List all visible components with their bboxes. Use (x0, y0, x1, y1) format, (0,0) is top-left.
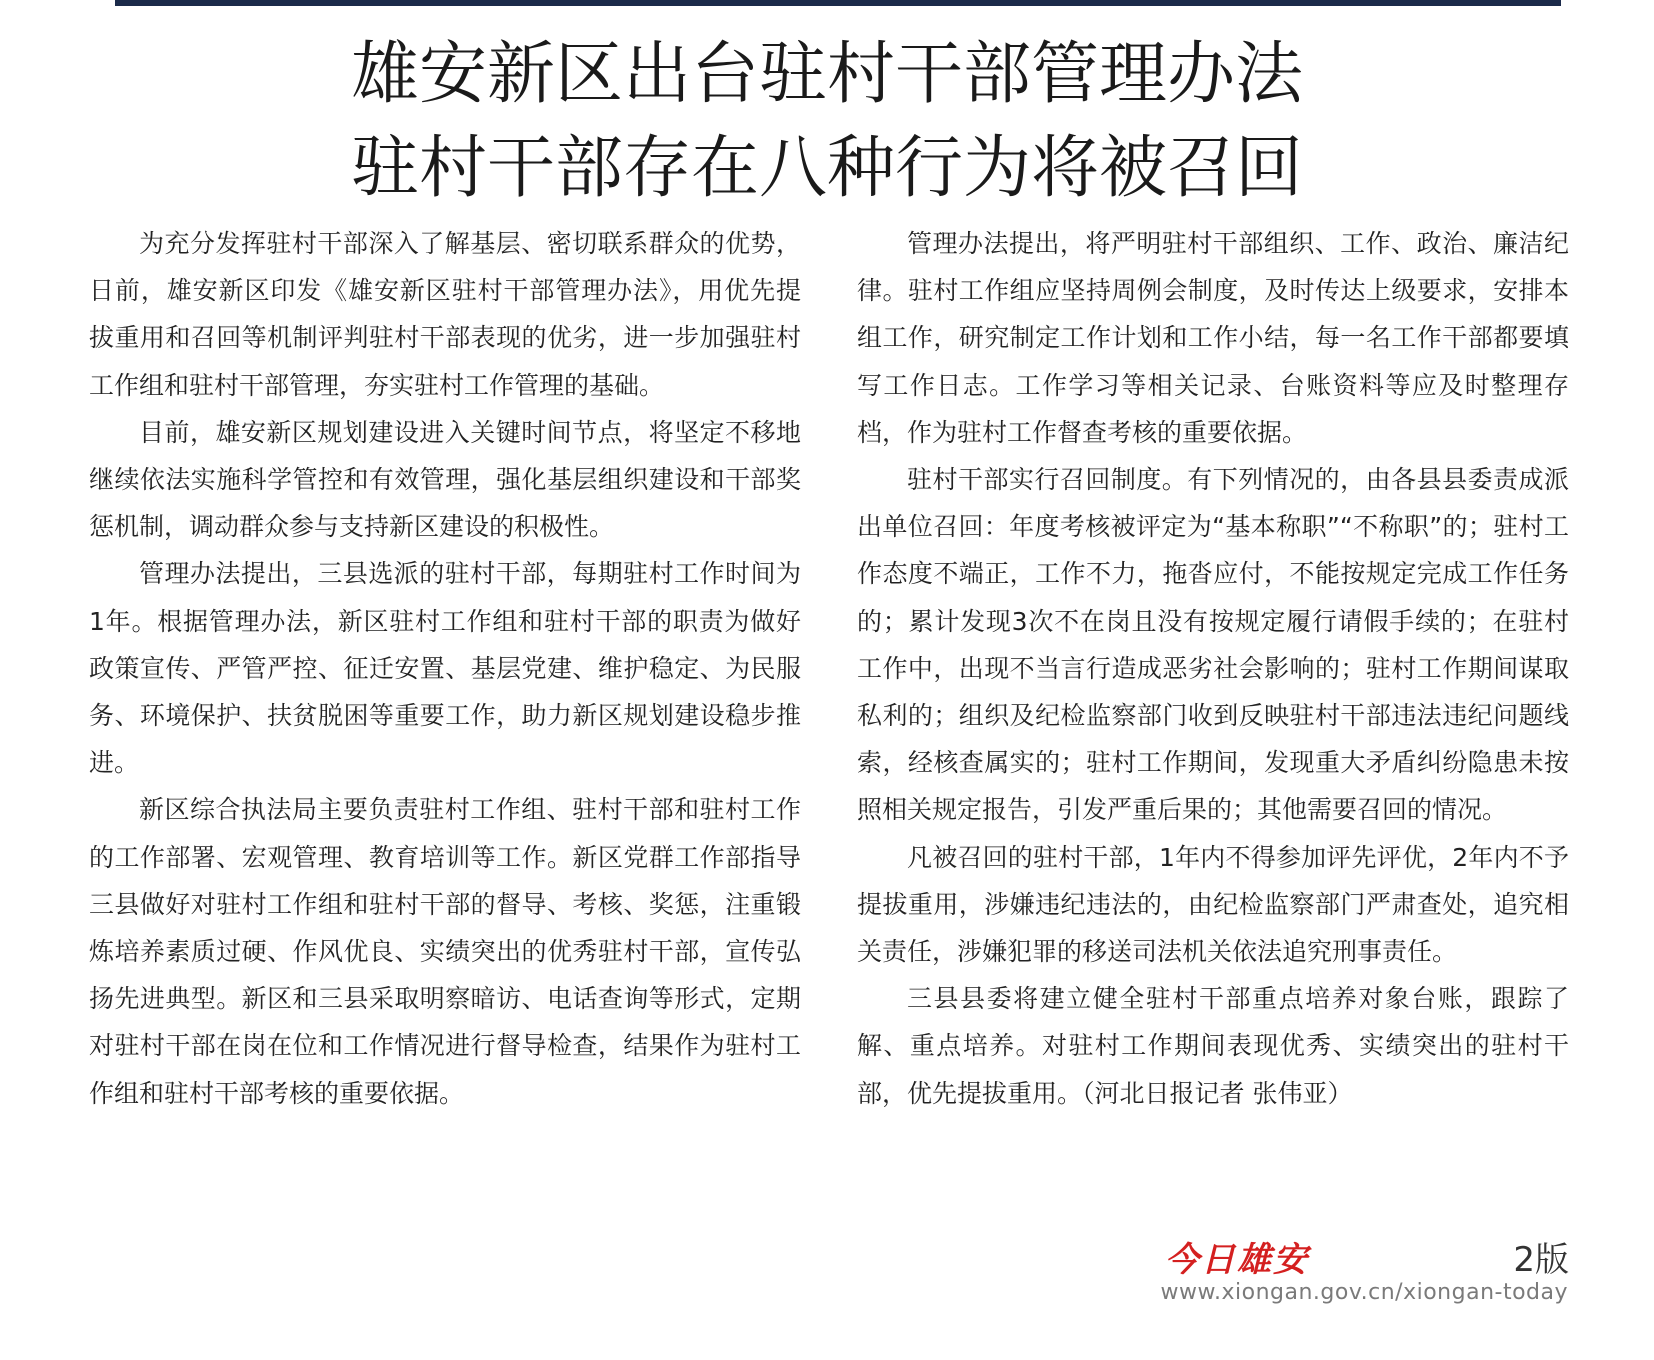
paragraph: 目前，雄安新区规划建设进入关键时间节点，将坚定不移地继续依法实施科学管控和有效管理，强化基层组织建设和干部奖惩机制，调动群众参与支持新区建设的积极性。 (89, 417, 801, 542)
paragraph: 管理办法提出，三县选派的驻村干部，每期驻村工作时间为1年。根据管理办法，新区驻村工作组和驻村干部的职责为做好政策宣传、严管严控、征迁安置、基层党建、维护稳定、为民服务、环境保护、扶贫脱困等重要工作，助力新区规划建设稳步推进。 (89, 559, 801, 778)
paragraph: 为充分发挥驻村干部深入了解基层、密切联系群众的优势，日前，雄安新区印发《雄安新区驻村干部管理办法》，用优先提拔重用和召回等机制评判驻村干部表现的优劣，进一步加强驻村工作组和驻村干部管理，夯实驻村工作管理的基础。 (89, 229, 801, 400)
paragraph: 驻村干部实行召回制度。有下列情况的，由各县县委责成派出单位召回：年度考核被评定为“基本称职”“不称职”的；驻村工作态度不端正，工作不力，拖沓应付，不能按规定完成工作任务的；累计发现3次不在岗且没有按规定履行请假手续的；在驻村工作中，出现不当言行造成恶劣社会影响的；驻村工作期间谋取私利的；组织及纪检监察部门收到反映驻村干部违法违纪问题线索，经核查属实的；驻村工作期间，发现重大矛盾纠纷隐患未按照相关规定报告，引发严重后果的；其他需要召回的情况。 (857, 465, 1569, 825)
headline-line-1: 雄安新区出台驻村干部管理办法 (350, 35, 1303, 114)
left-column (89, 220, 801, 1117)
page-number: 2版 (1513, 1240, 1569, 1280)
paragraph: 新区综合执法局主要负责驻村工作组、驻村干部和驻村工作的工作部署、宏观管理、教育培训等工作。新区党群工作部指导三县做好对驻村工作组和驻村干部的督导、考核、奖惩，注重锻炼培养素质过硬、作风优良、实绩突出的优秀驻村干部，宣传弘扬先进典型。新区和三县采取明察暗访、电话查询等形式，定期对驻村干部在岗在位和工作情况进行督导检查，结果作为驻村工作组和驻村干部考核的重要依据。 (89, 795, 801, 1108)
paragraph: 凡被召回的驻村干部，1年内不得参加评先评优，2年内不予提拔重用，涉嫌违纪违法的，由纪检监察部门严肃查处，追究相关责任，涉嫌犯罪的移送司法机关依法追究刑事责任。 (857, 842, 1569, 967)
headline-line-2: 驻村干部存在八种行为将被召回 (350, 129, 1303, 208)
paragraph: 管理办法提出，将严明驻村干部组织、工作、政治、廉洁纪律。驻村工作组应坚持周例会制度，及时传达上级要求，安排本组工作，研究制定工作计划和工作小结，每一名工作干部都要填写工作日志。工作学习等相关记录、台账资料等应及时整理存档，作为驻村工作督查考核的重要依据。 (857, 229, 1569, 447)
headline (0, 28, 1654, 216)
site-url: www.xiongan.gov.cn/xiongan-today (1160, 1280, 1568, 1305)
paragraph: 三县县委将建立健全驻村干部重点培养对象台账，跟踪了解、重点培养。对驻村工作期间表现优秀、实绩突出的驻村干部，优先提拔重用。（河北日报记者 张伟亚） (857, 984, 1569, 1108)
right-column (857, 220, 1569, 1117)
top-rule (115, 0, 1561, 6)
masthead-logo: 今日雄安 (1165, 1240, 1309, 1280)
